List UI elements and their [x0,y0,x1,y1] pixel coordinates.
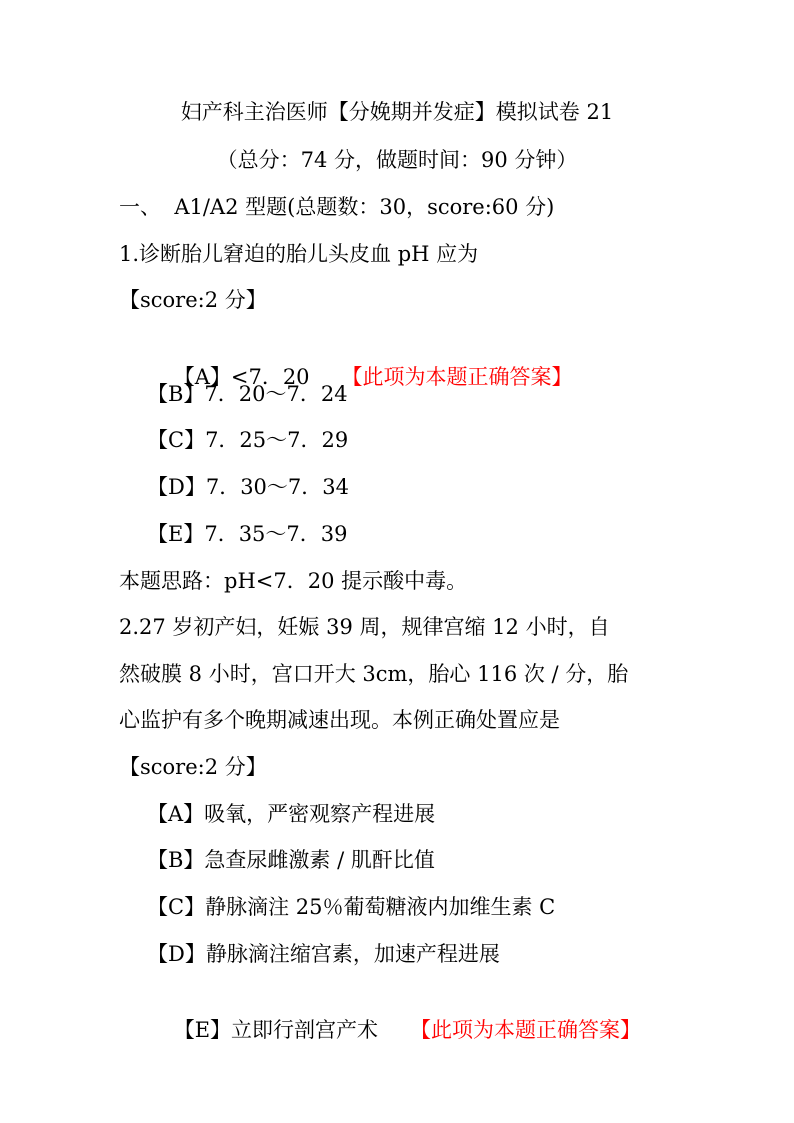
question-2-stem-line-3: 心监护有多个晚期减速出现。本例正确处置应是 [119,708,560,732]
question-1-stem: 1.诊断胎儿窘迫的胎儿头皮血 pH 应为 [119,242,479,266]
section-heading: 一、 A1/A2 型题(总题数：30，score:60 分) [119,195,555,219]
question-2-option-e [147,985,641,1075]
question-1-option-e: 【E】7．35～7．39 [147,522,348,546]
option-text: 【A】<7．20 [173,365,310,389]
question-1-score: 【score:2 分】 [119,288,267,312]
question-2-score: 【score:2 分】 [119,755,267,779]
correct-answer-mark: 【此项为本题正确答案】 [341,365,573,389]
question-2-option-b: 【B】急查尿雌激素 / 肌酐比值 [147,848,435,872]
question-1-explanation: 本题思路：pH<7．20 提示酸中毒。 [119,569,468,593]
question-1-option-b: 【B】7．20～7．24 [147,382,348,406]
question-2-option-d: 【D】静脉滴注缩宫素，加速产程进展 [147,942,500,966]
page-title: 妇产科主治医师【分娩期并发症】模拟试卷 21 [180,100,614,124]
page-subtitle: （总分：74 分，做题时间：90 分钟） [216,148,578,172]
question-2-stem-line-2: 然破膜 8 小时，宫口开大 3cm，胎心 116 次 / 分，胎 [119,662,629,686]
question-1-option-c: 【C】7．25～7．29 [147,428,349,452]
question-2-option-a: 【A】吸氧，严密观察产程进展 [147,802,436,826]
correct-answer-mark: 【此项为本题正确答案】 [410,1018,642,1042]
option-text: 【E】立即行剖宫产术 [173,1018,379,1042]
question-2-stem-line-1: 2.27 岁初产妇，妊娠 39 周，规律宫缩 12 小时，自 [119,615,610,639]
question-1-option-d: 【D】7．30～7．34 [147,475,350,499]
question-2-option-c: 【C】静脉滴注 25％葡萄糖液内加维生素 C [147,895,556,919]
